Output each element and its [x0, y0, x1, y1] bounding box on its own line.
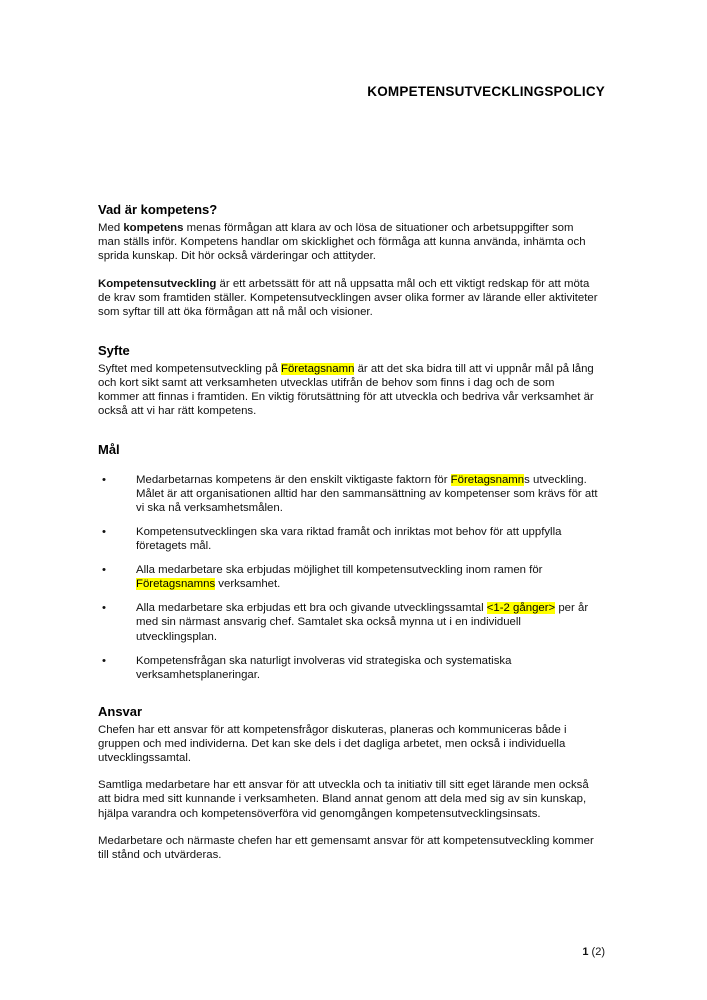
spacer: [98, 264, 598, 277]
paragraph-ansvar-chefen: Chefen har ett ansvar för att kompetensfrågor diskuteras, planeras och kommuniceras både i gruppen och med individerna. Det kan ske dels i det dagliga arbetet, men också i individuella utvecklingssamtal.: [98, 724, 567, 765]
list-item: [98, 473, 598, 515]
list-item-text-after: verksamhet.: [215, 578, 281, 591]
paragraph-kompetens-definition: [98, 221, 598, 263]
highlight-placeholder-foretagsnamns: Företagsnamns: [136, 578, 216, 591]
section-heading-mal: Mål: [98, 442, 120, 458]
highlight-placeholder-foretagsnamn: Företagsnamn: [280, 363, 355, 376]
list-item: [98, 654, 598, 682]
bullet-marker: •: [102, 473, 106, 486]
spacer: [98, 418, 598, 442]
spacer: [98, 765, 598, 778]
paragraph-text-rest: menas förmågan att klara av och lösa de situationer och arbetsuppgifter som man ställs inför. Kompetens handlar om skicklighet och förmåga att kunna använda, inhämta och sprida kunskap. Dit hör också värderingar och attityder.: [98, 222, 586, 263]
section-heading-vad-ar-kompetens: Vad är kompetens?: [98, 202, 218, 217]
footer-page-total: (2): [591, 946, 605, 958]
highlight-placeholder-ganger: <1-2 gånger>: [486, 602, 556, 615]
bullet-marker: •: [102, 564, 106, 577]
highlight-placeholder-foretagsnamn: Företagsnamn: [450, 473, 525, 486]
list-item: [98, 563, 598, 591]
paragraph-text-before: Syftet med kompetensutveckling på: [98, 363, 281, 376]
paragraph-text-after: är att det ska bidra till att vi uppnår mål på lång och kort sikt samt att verksamheten utvecklas utifrån de behov som finns i dag och de som kommer att finnas i framtiden. En viktig förutsättning för att utveckla och bedriva vår verksamhet är också att vi har rätt kompetens.: [98, 363, 594, 418]
paragraph-kompetensutveckling-definition: [98, 277, 598, 319]
emphasis-kompetens: kompetens: [123, 222, 184, 235]
document-body: [98, 202, 598, 862]
mal-bullet-list: [98, 473, 598, 682]
footer-page-number: 1: [582, 946, 589, 958]
list-item: [98, 525, 598, 553]
list-item-text-before: Kompetensutvecklingen ska vara riktad framåt och inriktas mot behov för att uppfylla företagets mål.: [136, 525, 562, 553]
list-item-text-after: s utveckling. Målet är att organisationen alltid har den sammansättning av kompetenser som krävs för att vi ska nå verksamhetsmålen.: [136, 473, 598, 514]
spacer: [98, 821, 598, 834]
bullet-marker: •: [102, 654, 106, 667]
spacer: [98, 682, 598, 704]
list-item-text-before: Alla medarbetare ska erbjudas möjlighet till kompetensutveckling inom ramen för: [136, 564, 543, 577]
list-item-text-before: Medarbetarnas kompetens är den enskilt viktigaste faktorn för: [136, 473, 451, 486]
paragraph-ansvar-gemensamt: Medarbetare och närmaste chefen har ett gemensamt ansvar för att kompetensutveckling kommer till stånd och utvärderas.: [98, 834, 594, 861]
section-heading-syfte: Syfte: [98, 342, 130, 358]
spacer: [98, 319, 598, 343]
list-item: [98, 601, 598, 643]
bullet-marker: •: [102, 602, 106, 615]
paragraph-syfte: [98, 362, 598, 418]
list-item-text-before: Alla medarbetare ska erbjudas ett bra och givande utvecklingssamtal: [136, 602, 487, 615]
section-heading-ansvar: Ansvar: [98, 703, 143, 719]
paragraph-ansvar-medarbetare: Samtliga medarbetare har ett ansvar för att utveckla och ta initiativ till sitt eget lärande men också att bidra med sitt kunnande i verksamheten. Bland annat genom att dela med sig av sin kunskap, hjälpa varandra och kompetensöverföra vid genomgången kompetensutvecklingsinsats.: [98, 779, 589, 820]
paragraph-text-rest: är ett arbetssätt för att nå uppsatta mål och ett viktigt redskap för att möta de krav som framtiden ställer. Kompetensutvecklingen avser olika former av lärande eller aktiviteter som syftar till att öka förmågan att nå mål och visioner.: [98, 277, 598, 318]
page-footer: [95, 946, 605, 958]
emphasis-kompetensutveckling: Kompetensutveckling: [98, 277, 217, 290]
bullet-marker: •: [102, 525, 106, 538]
paragraph-text-lead: Med: [98, 222, 124, 235]
spacer: [98, 462, 598, 473]
list-item-text-after: per år med sin närmast ansvarig chef. Samtalet ska också mynna ut i en individuell utvecklingsplan.: [136, 602, 589, 643]
document-title: KOMPETENSUTVECKLINGSPOLICY: [367, 84, 605, 99]
list-item-text-before: Kompetensfrågan ska naturligt involveras vid strategiska och systematiska verksamhetsplaneringar.: [136, 654, 512, 681]
